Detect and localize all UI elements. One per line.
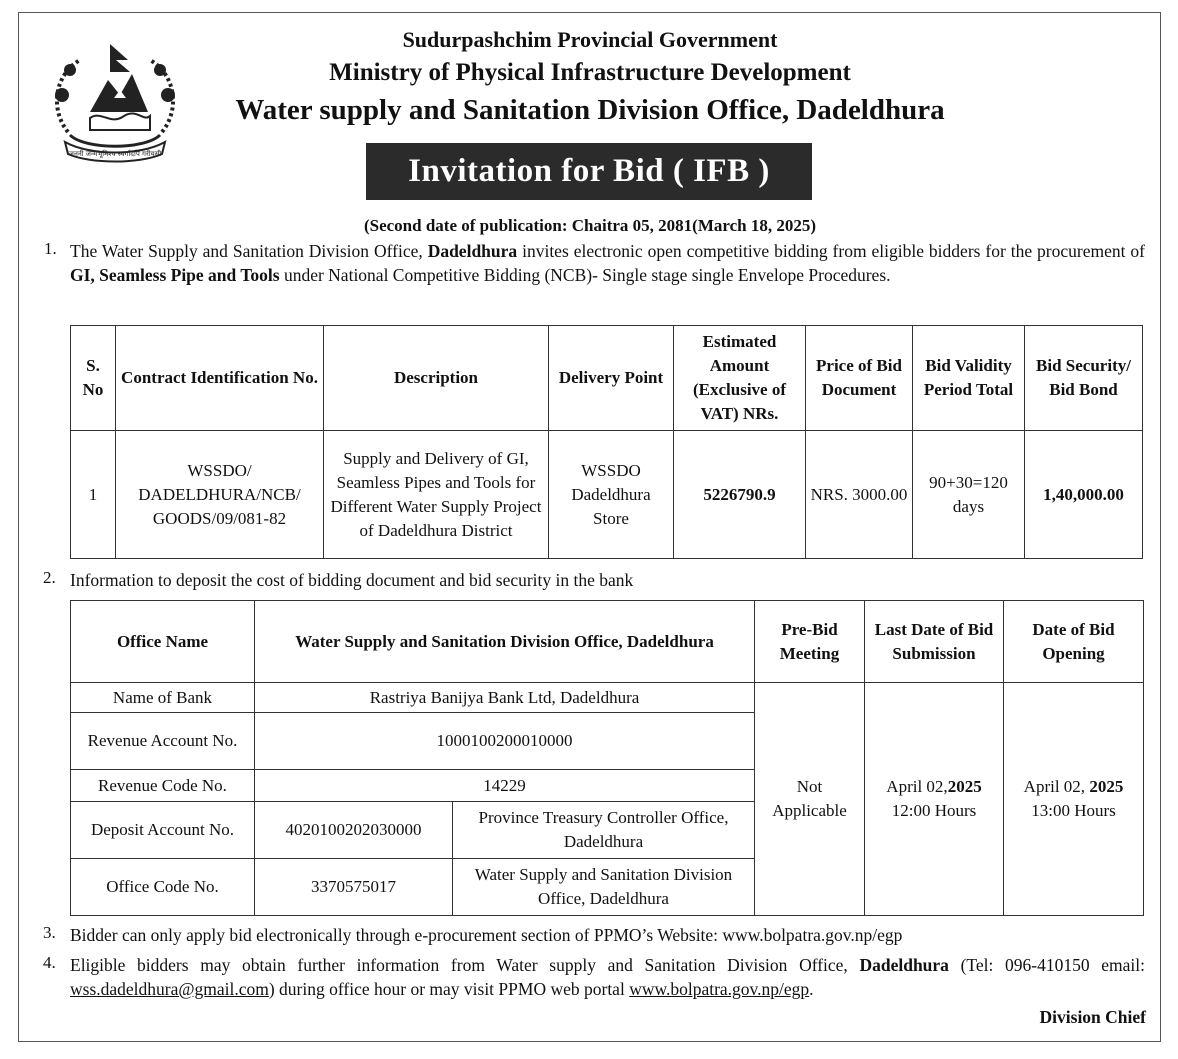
section-4-text: Eligible bidders may obtain further information from Water supply and Sanitation Division Office, Dadeldhura (Tel: 096-410150 email: wss.dadeldhura@gmail.com) during office hour or may visit PPMO web portal www.bolpatra.gov.np/egp. (70, 955, 1145, 999)
office-name: Water supply and Sanitation Division Office, Dadeldhura (235, 94, 945, 126)
cell-delivery: WSSDO Dadeldhura Store (549, 431, 674, 559)
header-amount: Estimated Amount (Exclusive of VAT) NRs. (674, 326, 806, 431)
section-number: 2. (43, 568, 56, 587)
section-number: 1. (44, 239, 57, 258)
header-security: Bid Security/ Bid Bond (1025, 326, 1143, 431)
cell-validity: 90+30=120 days (913, 431, 1025, 559)
header-price: Price of Bid Document (806, 326, 913, 431)
section-number: 4. (43, 953, 56, 972)
deposit-account-value: 4020100202030000 (255, 802, 453, 859)
header-contract: Contract Identification No. (116, 326, 324, 431)
office-code-label: Office Code No. (71, 859, 255, 916)
office-code-office: Water Supply and Sanitation Division Office, Dadeldhura (453, 859, 755, 916)
office-code-value: 3370575017 (255, 859, 453, 916)
cell-sno: 1 (71, 431, 116, 559)
bank-info-table (70, 600, 1144, 916)
header-delivery: Delivery Point (549, 326, 674, 431)
contract-table (70, 325, 1143, 559)
prebid-value: Not Applicable (755, 683, 865, 916)
opening-date-value: April 02, 2025 13:00 Hours (1004, 683, 1144, 916)
nepal-emblem-icon (40, 40, 190, 170)
ifb-title: Invitation for Bid ( IFB ) (366, 143, 812, 200)
deposit-account-office: Province Treasury Controller Office, Dadeldhura (453, 802, 755, 859)
revenue-code-value: 14229 (255, 770, 755, 802)
revenue-account-label: Revenue Account No. (71, 713, 255, 770)
header-office-name: Office Name (71, 601, 255, 683)
portal-link[interactable]: www.bolpatra.gov.np/egp (629, 979, 810, 999)
header-opening-date: Date of Bid Opening (1004, 601, 1144, 683)
svg-text:जननी जन्मभूमिश्च स्वर्गादपि गर: जननी जन्मभूमिश्च स्वर्गादपि गरीयसी (68, 150, 162, 158)
signature: Division Chief (1039, 1007, 1146, 1027)
section-1-text: The Water Supply and Sanitation Division Office, Dadeldhura invites electronic open competitive bidding from eligible bidders for the procurement of GI, Seamless Pipe and Tools under National Competitive Bidding (NCB)- Single stage single Envelope Procedures. (70, 241, 1146, 285)
header-prebid: Pre-Bid Meeting (755, 601, 865, 683)
header-last-date: Last Date of Bid Submission (865, 601, 1004, 683)
ministry-name: Ministry of Physical Infrastructure Development (329, 59, 851, 86)
cell-amount: 5226790.9 (674, 431, 806, 559)
table-row (71, 431, 1143, 559)
government-name: Sudurpashchim Provincial Government (402, 27, 778, 52)
section-3-text: Bidder can only apply bid electronically through e-procurement section of PPMO’s Website: www.bolpatra.gov.np/egp (70, 925, 903, 945)
header-validity: Bid Validity Period Total (913, 326, 1025, 431)
revenue-code-label: Revenue Code No. (71, 770, 255, 802)
cell-security: 1,40,000.00 (1025, 431, 1143, 559)
cell-contract: WSSDO/ DADELDHURA/NCB/ GOODS/09/081-82 (116, 431, 324, 559)
revenue-account-value: 1000100200010000 (255, 713, 755, 770)
header-office-value: Water Supply and Sanitation Division Office, Dadeldhura (255, 601, 755, 683)
cell-price: NRS. 3000.00 (806, 431, 913, 559)
last-date-value: April 02,2025 12:00 Hours (865, 683, 1004, 916)
deposit-account-label: Deposit Account No. (71, 802, 255, 859)
header-description: Description (324, 326, 549, 431)
publication-date: (Second date of publication: Chaitra 05, 2081(March 18, 2025) (363, 216, 817, 235)
cell-description: Supply and Delivery of GI, Seamless Pipes and Tools for Different Water Supply Project of Dadeldhura District (324, 431, 549, 559)
bank-name-value: Rastriya Banijya Bank Ltd, Dadeldhura (255, 683, 755, 713)
section-2-text: Information to deposit the cost of bidding document and bid security in the bank (70, 570, 634, 590)
email-link[interactable]: wss.dadeldhura@gmail.com (70, 979, 269, 999)
section-number: 3. (43, 923, 56, 942)
bank-name-label: Name of Bank (71, 683, 255, 713)
header-sno: S. No (71, 326, 116, 431)
